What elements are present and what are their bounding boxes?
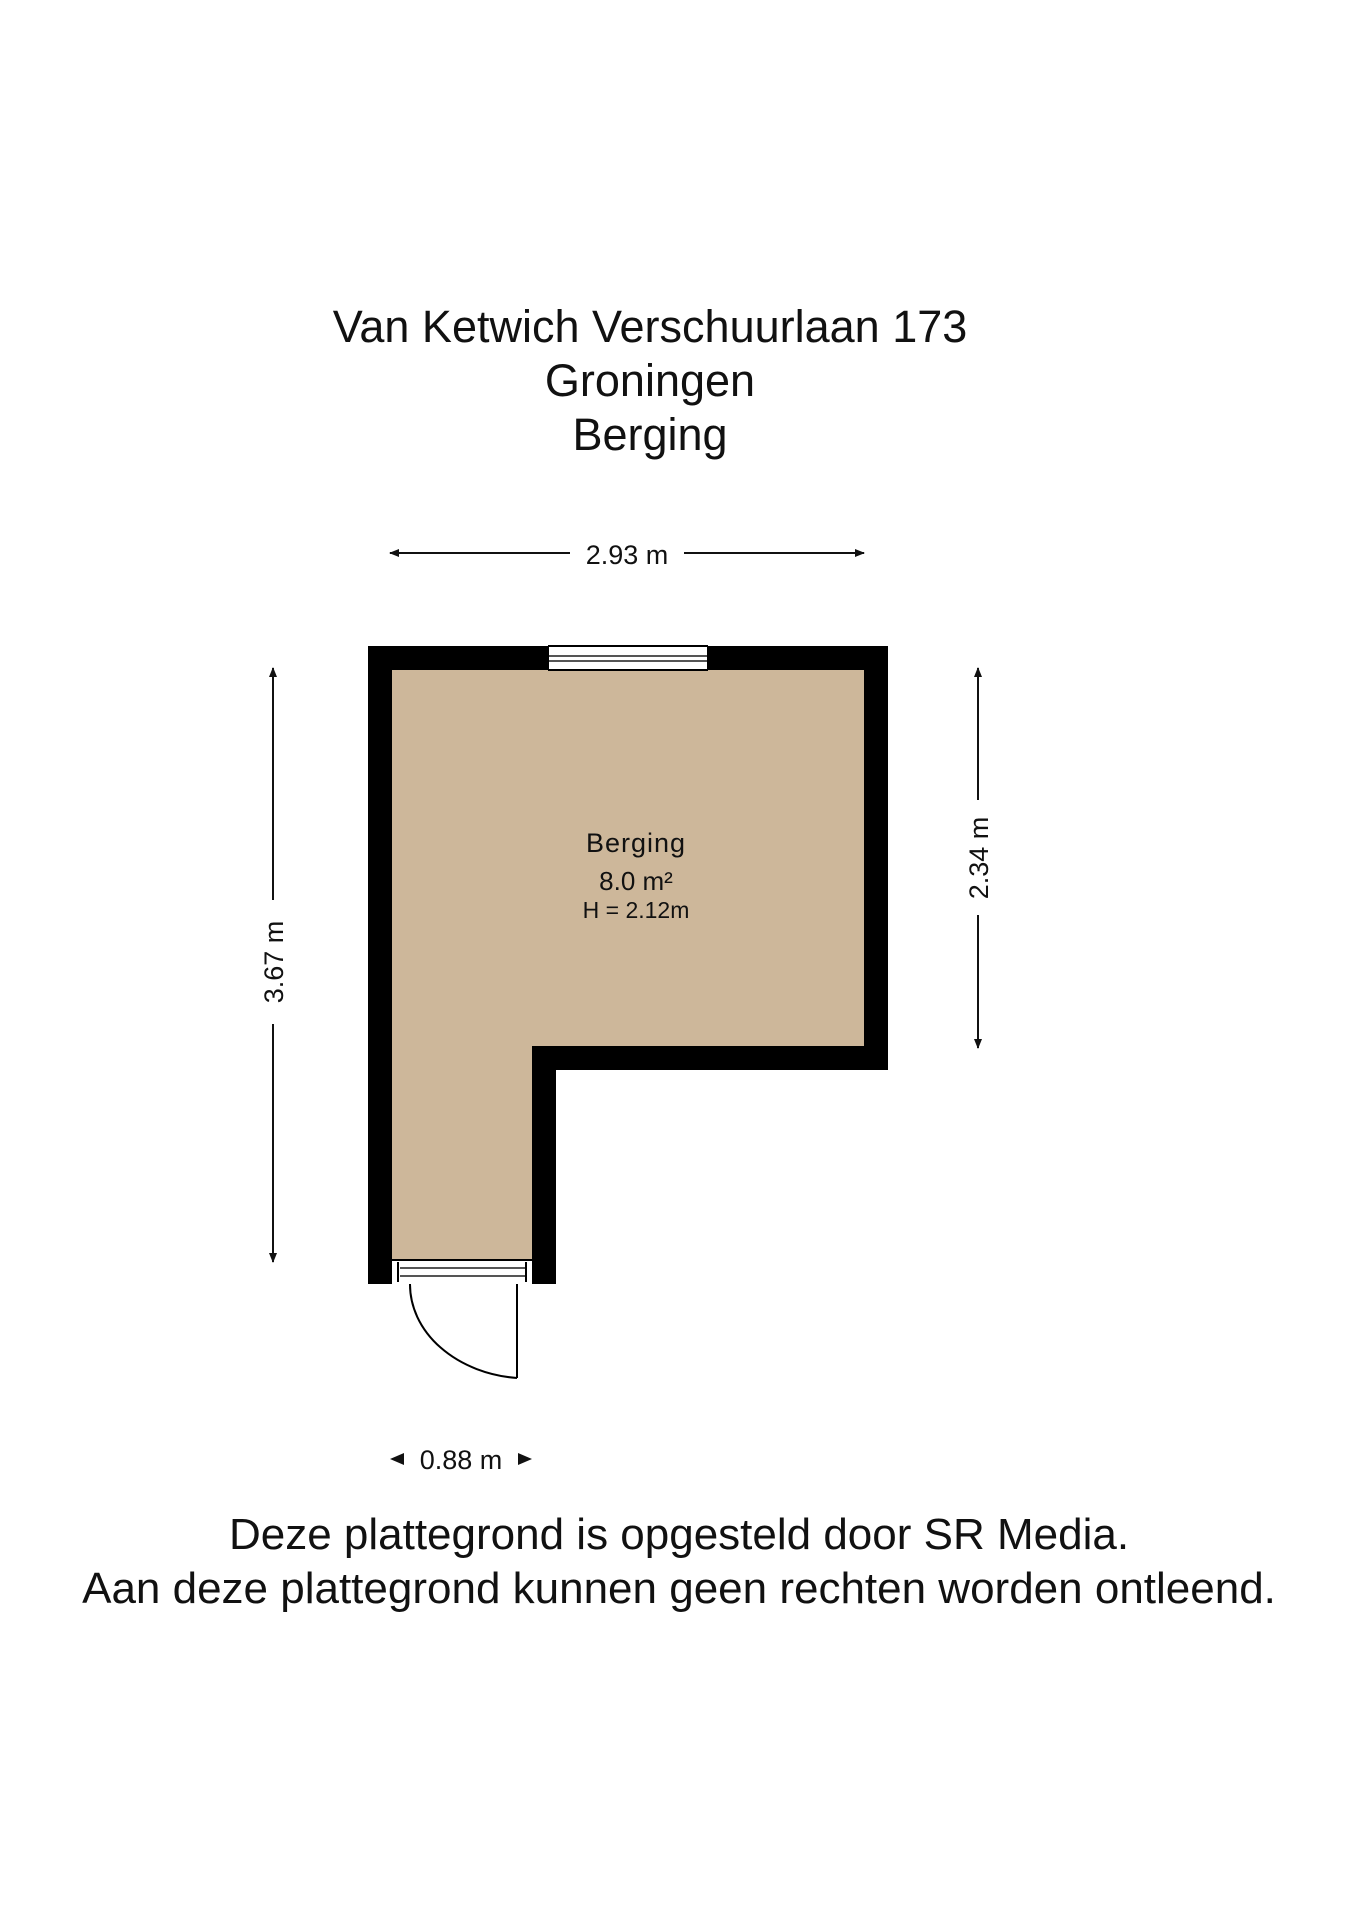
dim-left-height <box>259 668 289 1262</box>
dim-right-height <box>964 668 994 1048</box>
dim-left-height-label: 3.67 m <box>259 920 289 1004</box>
room-name: Berging <box>585 828 687 858</box>
dim-right-height-label: 2.34 m <box>964 816 994 900</box>
dim-top-width <box>390 540 864 570</box>
room-area: 8.0 m² <box>599 866 673 896</box>
address-title: Van Ketwich Verschuurlaan 173 <box>332 301 968 352</box>
disclaimer-line-2: Aan deze plattegrond kunnen geen rechten worden ontleend. <box>82 1564 1276 1613</box>
room-floor <box>392 670 864 1260</box>
dim-bottom-width-label: 0.88 m <box>419 1445 503 1475</box>
window-top <box>548 646 708 670</box>
dim-bottom-width <box>390 1445 532 1475</box>
disclaimer-line-1: Deze plattegrond is opgesteld door SR Media. <box>228 1510 1130 1559</box>
door-bottom <box>392 1260 532 1378</box>
room-height: H = 2.12m <box>582 897 690 923</box>
disclaimer <box>0 1508 1358 1616</box>
dim-top-width-label: 2.93 m <box>585 540 669 570</box>
floor-title: Berging <box>572 409 728 460</box>
city-title: Groningen <box>544 355 756 406</box>
